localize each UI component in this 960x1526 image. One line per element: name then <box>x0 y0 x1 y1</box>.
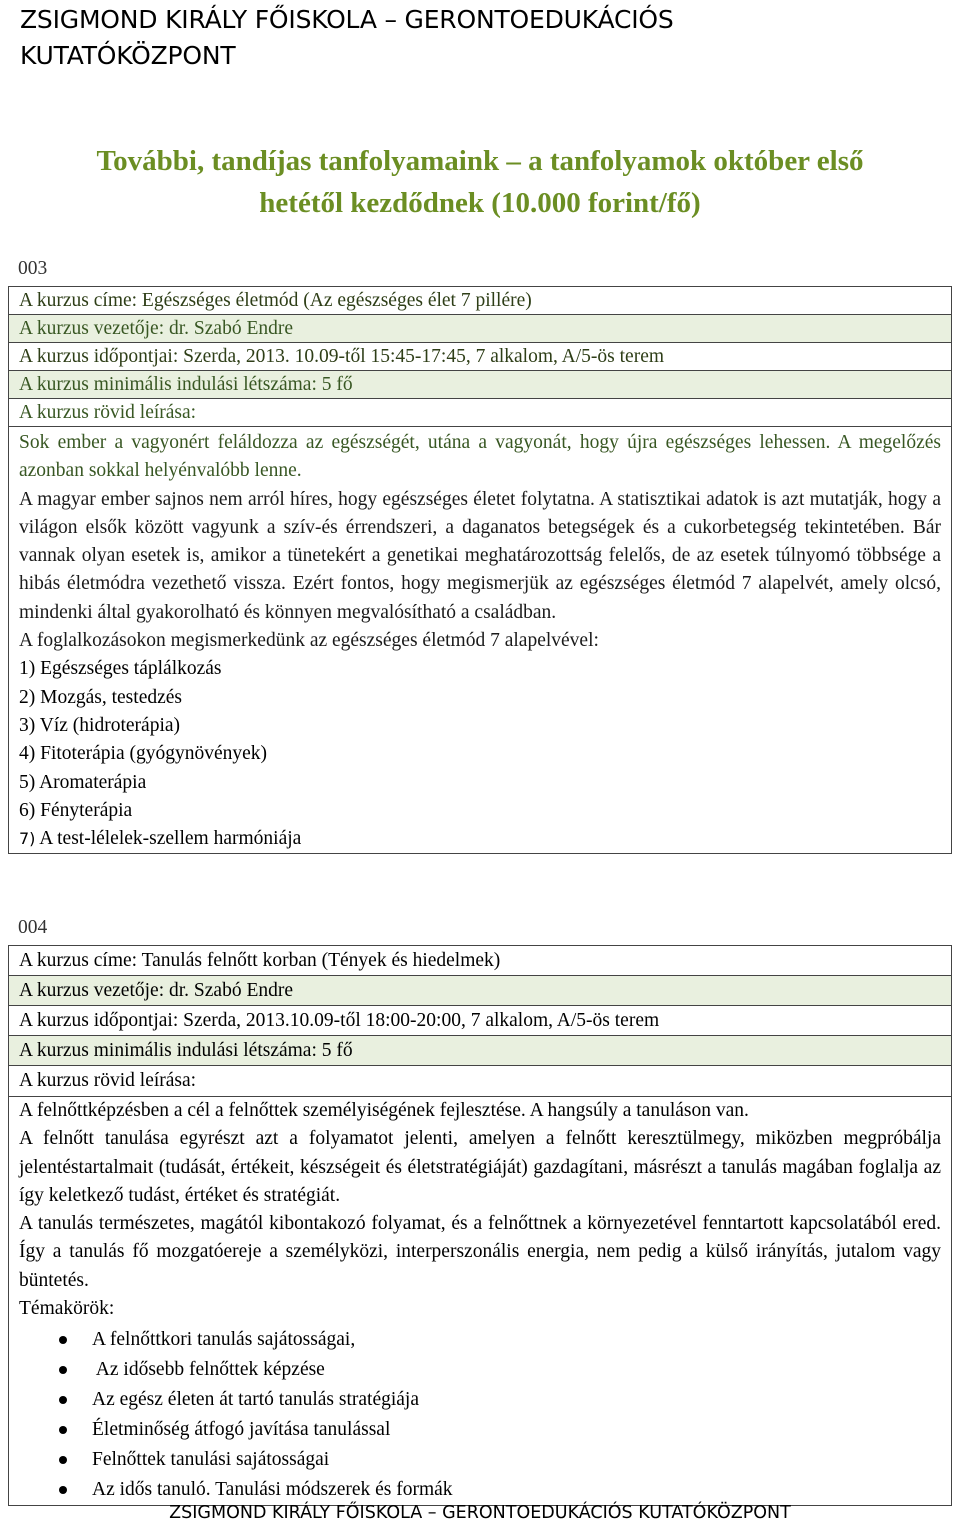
header-line-2: KUTATÓKÖZPONT <box>20 41 236 70</box>
list-item: Az idős tanuló. Tanulási módszerek és formák <box>19 1475 941 1505</box>
topics-label: Témakörök: <box>19 1298 115 1320</box>
course-description <box>9 427 951 853</box>
desc-paragraph: A tanulás természetes, magától kibontakozó folyamat, és a felnőttnek a környezetével fenntartott kapcsolatából ered. Így a tanulás fő mozgatóereje a személyközi, interperszonális energia, nem pedig a külső irányítás, jutalom vagy büntetés. <box>19 1213 941 1291</box>
desc-paragraph: A felnőttképzésben a cél a felnőttek személyiségének fejlesztése. A hangsúly a tanuláson van. <box>19 1100 749 1121</box>
course-box-004 <box>8 945 952 1506</box>
intro-heading <box>0 140 960 224</box>
list-item: 5) Aromaterápia <box>19 771 147 793</box>
list-item: 3) Víz (hidroterápia) <box>19 714 181 736</box>
course-code: 003 <box>18 258 48 279</box>
intro-line-2: hetétől kezdődnek (10.000 forint/fő) <box>259 187 701 219</box>
bullet-icon <box>59 1426 67 1434</box>
course-leader: A kurzus vezetője: dr. Szabó Endre <box>9 976 951 1006</box>
list-item: 4) Fitoterápia (gyógynövények) <box>19 743 268 765</box>
list-item: Az egész életen át tartó tanulás stratégiája <box>19 1385 941 1415</box>
list-item: A felnőttkori tanulás sajátosságai, <box>19 1325 941 1355</box>
course-desc-label: A kurzus rövid leírása: <box>9 399 951 427</box>
course-desc-label: A kurzus rövid leírása: <box>19 1070 197 1091</box>
bullet-icon <box>59 1456 67 1464</box>
course-schedule: A kurzus időpontjai: Szerda, 2013.10.09-től 18:00-20:00, 7 alkalom, A/5-ös terem <box>9 1006 951 1036</box>
bullet-icon <box>59 1396 67 1404</box>
intro-line-1: További, tandíjas tanfolyamaink – a tanfolyamok október első <box>96 145 864 177</box>
course-description <box>9 1096 951 1505</box>
list-item: Az idősebb felnőttek képzése <box>19 1355 941 1385</box>
list-item: 6) Fényterápia <box>19 799 133 821</box>
course-leader: A kurzus vezetője: dr. Szabó Endre <box>9 315 951 343</box>
list-item: 2) Mozgás, testedzés <box>19 686 182 708</box>
course-min-size: A kurzus minimális indulási létszáma: 5 fő <box>9 371 951 399</box>
principles-list <box>19 655 941 853</box>
course-schedule: A kurzus időpontjai: Szerda, 2013. 10.09-től 15:45-17:45, 7 alkalom, A/5-ös terem <box>9 343 951 371</box>
course-title: A kurzus címe: Tanulás felnőtt korban (Tények és hiedelmek) <box>9 946 951 976</box>
list-item: 1) Egészséges táplálkozás <box>19 658 222 680</box>
bullet-icon <box>59 1336 67 1344</box>
course-box-003 <box>8 286 952 854</box>
list-item: Életminőség átfogó javítása tanulással <box>19 1415 941 1445</box>
page-footer: ZSIGMOND KIRÁLY FŐISKOLA – GERONTOEDUKÁCIÓS KUTATÓKÖZPONT <box>169 1503 791 1523</box>
bullet-icon <box>59 1366 67 1374</box>
header-line-1: ZSIGMOND KIRÁLY FŐISKOLA – GERONTOEDUKÁCIÓS <box>20 5 674 34</box>
list-item: 7) A test-lélelek-szellem harmóniája <box>19 828 302 850</box>
desc-paragraph: Sok ember a vagyonért feláldozza az egészségét, utána a vagyonát, hogy újra egészséges lehessen. A megelőzés azonban sokkal helyénvalóbb lenne. <box>19 432 941 482</box>
course-min-size: A kurzus minimális indulási létszáma: 5 fő <box>9 1036 951 1066</box>
course-code: 004 <box>18 917 48 938</box>
desc-paragraph: A felnőtt tanulása egyrészt azt a folyamatot jelenti, amelyen a felnőtt keresztülmegy, miközben megpróbálja jelentéstartalmait (tudását, értékeit, készségeit és életstratégiáját) gazdagítani, másrészt a tanulás magában foglalja az így keletkező tudást, értéket és stratégiát. <box>19 1128 941 1206</box>
desc-paragraph: A foglalkozásokon megismerkedünk az egészséges életmód 7 alapelvével: <box>19 630 599 652</box>
course-title: A kurzus címe: Egészséges életmód (Az egészséges élet 7 pillére) <box>9 287 951 315</box>
topics-list <box>19 1325 941 1505</box>
bullet-icon <box>59 1486 67 1494</box>
list-item: Felnőttek tanulási sajátosságai <box>19 1445 941 1475</box>
desc-paragraph: A magyar ember sajnos nem arról híres, hogy egészséges életet folytatna. A statisztikai adatok is azt mutatják, hogy a világon elsők között vagyunk a szív-és érrendszeri, a daganatos betegségek és a cukorbetegség tekintetében. Bár vannak olyan esetek is, amikor a tünetekért a genetikai meghatározottság felelős, de az esetek túlnyomó többsége a hibás életmódra vezethető vissza. Ezért fontos, hogy megismerjük az egészséges életmód 7 alapelvét, amely olcsó, mindenki által gyakorolható és könnyen megvalósítható a családban. <box>19 488 941 623</box>
page-header <box>20 2 940 74</box>
